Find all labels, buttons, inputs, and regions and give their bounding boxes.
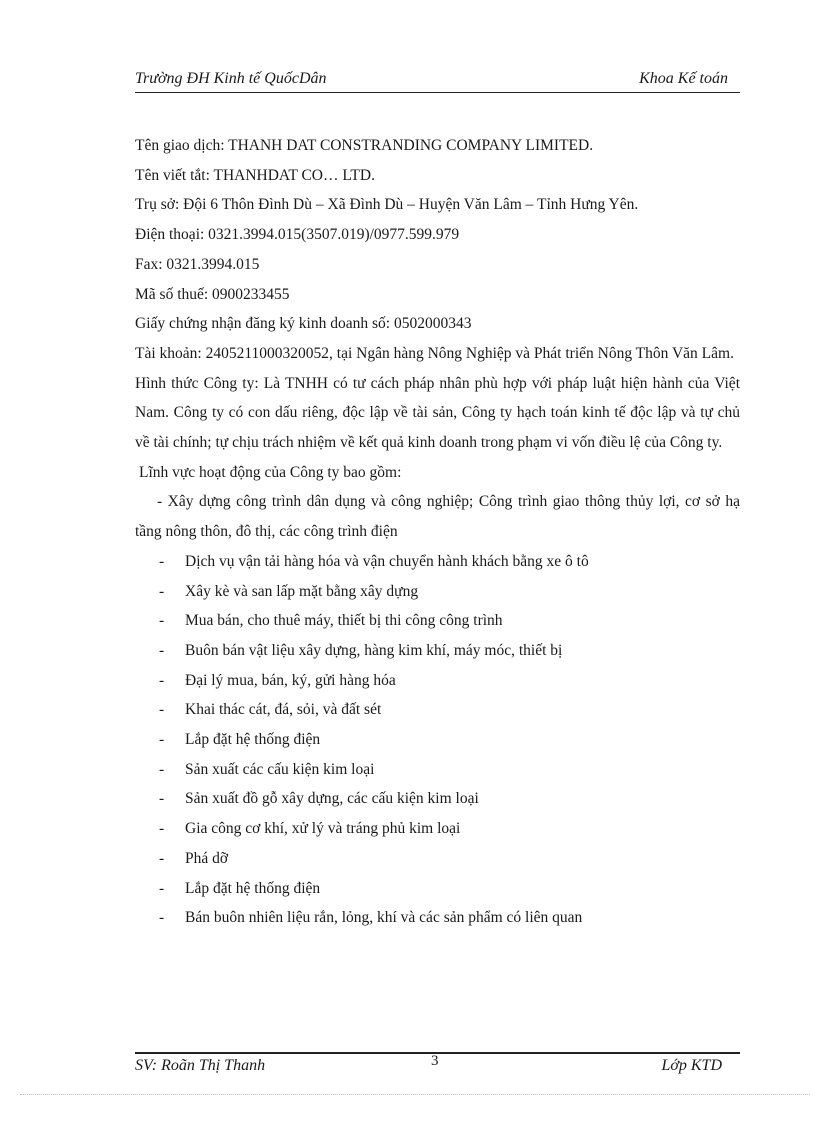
list-item — [135, 695, 740, 725]
company-form-paragraph: Hình thức Công ty: Là TNHH có tư cách pháp nhân phù hợp với pháp luật hiện hành của Việt Nam. Công ty có con dấu riêng, độc lập về tài sản, Công ty hạch toán kinh tế độc lập và tự chủ về tài chính; tự chịu trách nhiệm về kết quả kinh doanh trong phạm vi vốn điều lệ của Công ty. — [135, 374, 740, 452]
list-item-text: Sản xuất đồ gỗ xây dựng, các cấu kiện kim loại — [185, 790, 479, 808]
list-item — [135, 874, 740, 904]
bank-account-paragraph: Tài khoản: 2405211000320052, tại Ngân hàng Nông Nghiệp và Phát triển Nông Thôn Văn Lâm. — [135, 344, 734, 362]
list-item — [135, 755, 740, 785]
short-name-line: Tên viết tắt: THANHDAT CO… LTD. — [135, 166, 375, 184]
phone-line: Điện thoại: 0321.3994.015(3507.019)/0977.599.979 — [135, 226, 460, 244]
dash-bullet: - — [159, 879, 165, 897]
header-rule — [135, 92, 740, 93]
list-item-text: Dịch vụ vận tải hàng hóa và vận chuyển hành khách bằng xe ô tô — [185, 552, 589, 570]
first-field-paragraph: - Xây dựng công trình dân dụng và công nghiệp; Công trình giao thông thủy lợi, cơ sở hạ tầng nông thôn, đô thị, các công trình điện — [135, 493, 740, 541]
list-item — [135, 636, 740, 666]
list-item — [135, 844, 740, 874]
list-item — [135, 666, 740, 696]
dash-bullet: - — [159, 552, 165, 570]
dash-bullet: - — [159, 612, 165, 630]
dash-bullet: - — [159, 790, 165, 808]
list-item-text: Sản xuất các cấu kiện kim loại — [185, 760, 375, 778]
list-item-text: Lắp đặt hệ thống điện — [185, 731, 321, 749]
dash-bullet: - — [159, 909, 165, 927]
business-fields-list — [135, 547, 740, 933]
list-item-text: Phá dỡ — [185, 849, 229, 867]
list-item — [135, 725, 740, 755]
footer-student: SV: Roãn Thị Thanh — [135, 1057, 266, 1074]
dash-bullet: - — [159, 820, 165, 838]
dash-bullet: - — [159, 582, 165, 600]
business-license-line: Giấy chứng nhận đăng ký kinh doanh số: 0502000343 — [135, 315, 472, 333]
list-item-text: Khai thác cát, đá, sỏi, và đất sét — [185, 701, 382, 719]
list-item — [135, 814, 740, 844]
page-header — [135, 68, 740, 92]
list-item-text: Buôn bán vật liệu xây dựng, hàng kim khí, máy móc, thiết bị — [185, 641, 563, 659]
tax-code-line: Mã số thuế: 0900233455 — [135, 285, 290, 303]
dash-bullet: - — [159, 701, 165, 719]
list-item — [135, 606, 740, 636]
header-university: Trường ĐH Kinh tế QuốcDân — [135, 70, 327, 87]
dash-bullet: - — [159, 671, 165, 689]
list-item-text: Đại lý mua, bán, ký, gửi hàng hóa — [185, 671, 396, 689]
fax-line: Fax: 0321.3994.015 — [135, 255, 260, 273]
fields-heading: Lĩnh vực hoạt động của Công ty bao gồm: — [139, 463, 402, 481]
list-item-text: Lắp đặt hệ thống điện — [185, 879, 321, 897]
document-body — [135, 131, 740, 933]
address-line: Trụ sở: Đội 6 Thôn Đình Dù – Xã Đình Dù – Huyện Văn Lâm – Tỉnh Hưng Yên. — [135, 196, 639, 214]
footer-class: Lớp KTD — [661, 1057, 722, 1074]
page-bottom-dotted-rule — [20, 1094, 810, 1095]
list-item — [135, 784, 740, 814]
list-item — [135, 577, 740, 607]
list-item-text: Bán buôn nhiên liệu rắn, lỏng, khí và các sản phẩm có liên quan — [185, 909, 583, 927]
list-item — [135, 547, 740, 577]
list-item-text: Mua bán, cho thuê máy, thiết bị thi công công trình — [185, 612, 503, 630]
dash-bullet: - — [159, 760, 165, 778]
trade-name-line: Tên giao dịch: THANH DAT CONSTRANDING COMPANY LIMITED. — [135, 137, 594, 154]
list-item-text: Gia công cơ khí, xử lý và tráng phủ kim loại — [185, 820, 461, 838]
dash-bullet: - — [159, 849, 165, 867]
dash-bullet: - — [159, 641, 165, 659]
page-number: 3 — [431, 1053, 439, 1069]
page-footer — [135, 1055, 740, 1079]
list-item-text: Xây kè và san lấp mặt bằng xây dựng — [185, 582, 419, 600]
dash-bullet: - — [159, 731, 165, 749]
header-faculty: Khoa Kế toán — [639, 70, 728, 87]
list-item — [135, 903, 740, 933]
